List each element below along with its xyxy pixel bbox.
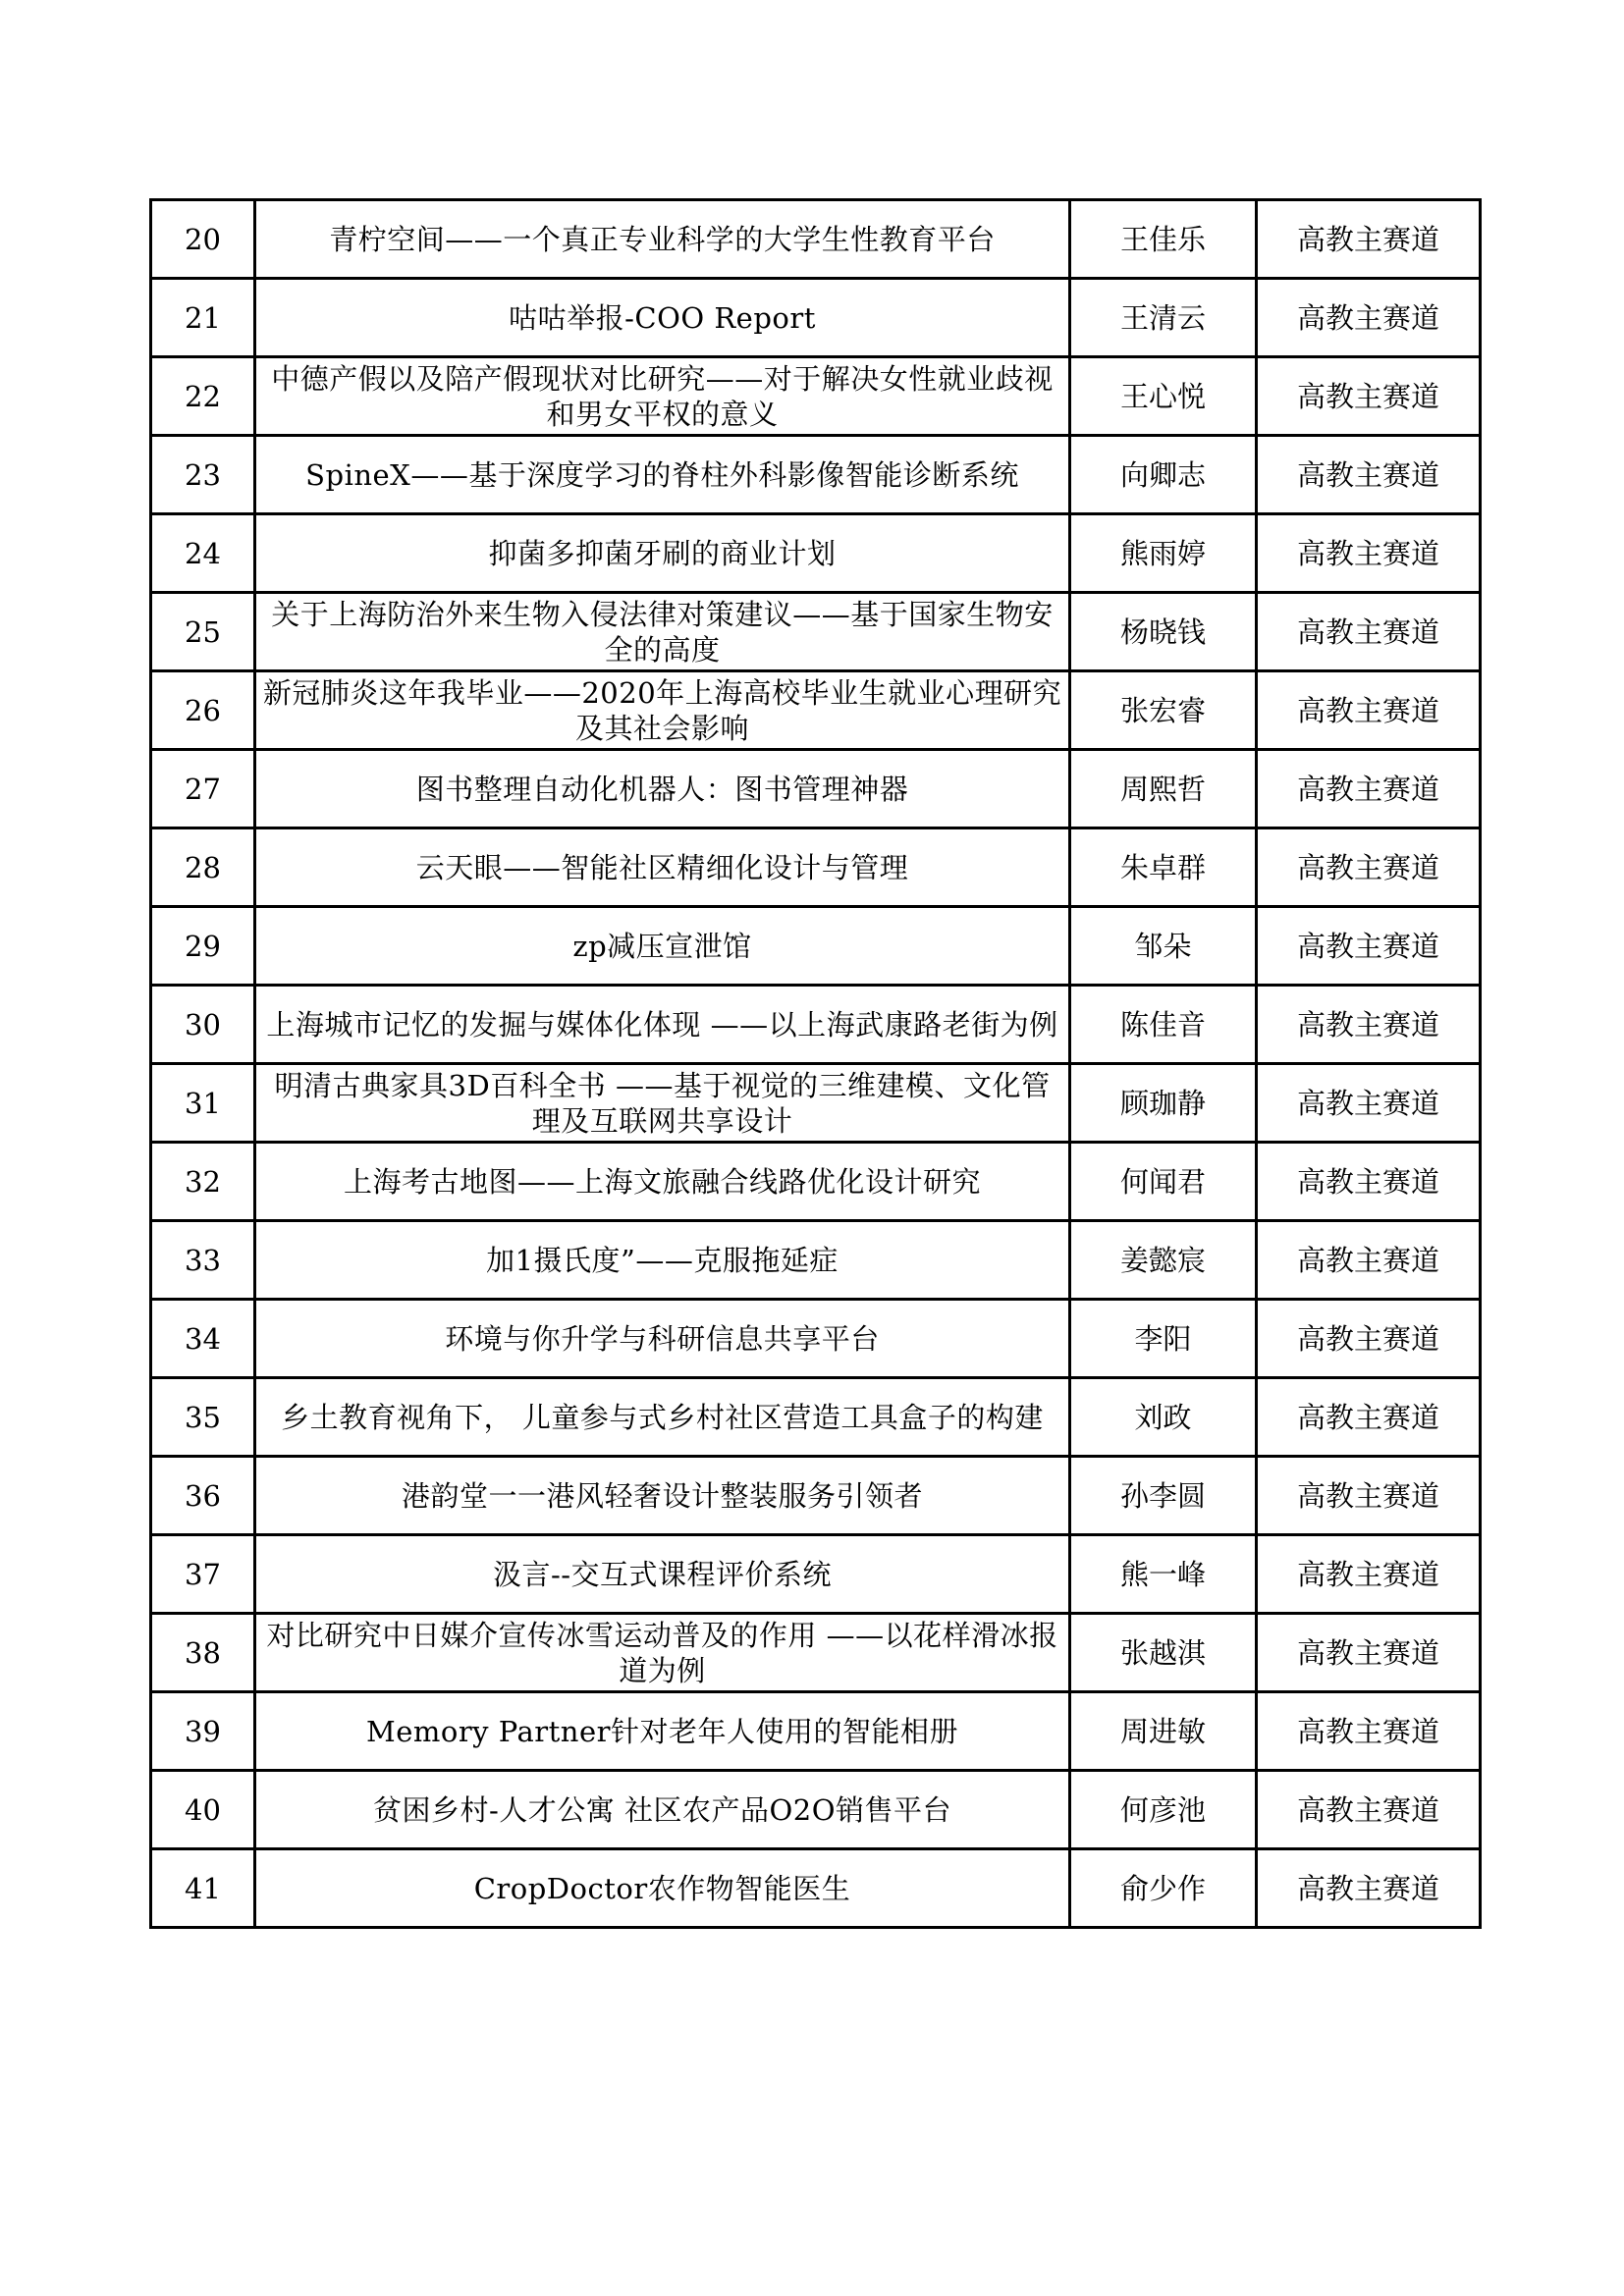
competition-track: 高教主赛道: [1257, 1064, 1481, 1143]
project-title: 乡土教育视角下， 儿童参与式乡村社区营造工具盒子的构建: [255, 1378, 1070, 1457]
project-title: Memory Partner针对老年人使用的智能相册: [255, 1692, 1070, 1771]
competition-track: 高教主赛道: [1257, 200, 1481, 279]
table-row: [151, 828, 1481, 907]
leader-name: 邹朵: [1070, 907, 1257, 986]
project-title: 咕咕举报-COO Report: [255, 279, 1070, 357]
project-title: 云天眼——智能社区精细化设计与管理: [255, 828, 1070, 907]
leader-name: 姜懿宸: [1070, 1221, 1257, 1300]
row-number: 34: [151, 1300, 255, 1378]
leader-name: 王清云: [1070, 279, 1257, 357]
leader-name: 向卿志: [1070, 436, 1257, 514]
competition-track: 高教主赛道: [1257, 750, 1481, 828]
table-row: [151, 1378, 1481, 1457]
project-title: 加1摄氏度”——克服拖延症: [255, 1221, 1070, 1300]
leader-name: 何彦池: [1070, 1771, 1257, 1849]
table-row: [151, 279, 1481, 357]
row-number: 37: [151, 1535, 255, 1614]
competition-track: 高教主赛道: [1257, 279, 1481, 357]
competition-track: 高教主赛道: [1257, 907, 1481, 986]
table-row: [151, 200, 1481, 279]
leader-name: 顾珈静: [1070, 1064, 1257, 1143]
row-number: 23: [151, 436, 255, 514]
table-row: [151, 1221, 1481, 1300]
table-row: [151, 1143, 1481, 1221]
table-row: [151, 436, 1481, 514]
row-number: 31: [151, 1064, 255, 1143]
competition-track: 高教主赛道: [1257, 436, 1481, 514]
project-title: 图书整理自动化机器人：图书管理神器: [255, 750, 1070, 828]
row-number: 29: [151, 907, 255, 986]
leader-name: 孙李圆: [1070, 1457, 1257, 1535]
project-title: 贫困乡村-人才公寓 社区农产品O2O销售平台: [255, 1771, 1070, 1849]
row-number: 24: [151, 514, 255, 593]
project-title: 上海城市记忆的发掘与媒体化体现 ——以上海武康路老街为例: [255, 986, 1070, 1064]
competition-track: 高教主赛道: [1257, 671, 1481, 750]
leader-name: 何闻君: [1070, 1143, 1257, 1221]
project-title: 对比研究中日媒介宣传冰雪运动普及的作用 ——以花样滑冰报道为例: [255, 1614, 1070, 1692]
row-number: 26: [151, 671, 255, 750]
row-number: 20: [151, 200, 255, 279]
row-number: 35: [151, 1378, 255, 1457]
competition-track: 高教主赛道: [1257, 1300, 1481, 1378]
leader-name: 刘政: [1070, 1378, 1257, 1457]
competition-track: 高教主赛道: [1257, 986, 1481, 1064]
table-row: [151, 907, 1481, 986]
leader-name: 张宏睿: [1070, 671, 1257, 750]
table-row: [151, 1849, 1481, 1928]
competition-track: 高教主赛道: [1257, 593, 1481, 671]
project-title: 中德产假以及陪产假现状对比研究——对于解决女性就业歧视和男女平权的意义: [255, 357, 1070, 436]
table-row: [151, 750, 1481, 828]
leader-name: 王心悦: [1070, 357, 1257, 436]
competition-track: 高教主赛道: [1257, 1849, 1481, 1928]
row-number: 22: [151, 357, 255, 436]
competition-track: 高教主赛道: [1257, 828, 1481, 907]
competition-track: 高教主赛道: [1257, 1692, 1481, 1771]
table-row: [151, 357, 1481, 436]
project-title: 环境与你升学与科研信息共享平台: [255, 1300, 1070, 1378]
competition-track: 高教主赛道: [1257, 514, 1481, 593]
leader-name: 熊一峰: [1070, 1535, 1257, 1614]
competition-track: 高教主赛道: [1257, 1221, 1481, 1300]
row-number: 39: [151, 1692, 255, 1771]
leader-name: 周进敏: [1070, 1692, 1257, 1771]
competition-track: 高教主赛道: [1257, 1614, 1481, 1692]
leader-name: 陈佳音: [1070, 986, 1257, 1064]
table-row: [151, 986, 1481, 1064]
row-number: 28: [151, 828, 255, 907]
leader-name: 杨晓钱: [1070, 593, 1257, 671]
project-title: zp减压宣泄馆: [255, 907, 1070, 986]
leader-name: 熊雨婷: [1070, 514, 1257, 593]
project-title: CropDoctor农作物智能医生: [255, 1849, 1070, 1928]
row-number: 21: [151, 279, 255, 357]
competition-track: 高教主赛道: [1257, 1457, 1481, 1535]
competition-track: 高教主赛道: [1257, 1771, 1481, 1849]
leader-name: 朱卓群: [1070, 828, 1257, 907]
project-title: 汲言--交互式课程评价系统: [255, 1535, 1070, 1614]
project-title: 关于上海防治外来生物入侵法律对策建议——基于国家生物安全的高度: [255, 593, 1070, 671]
row-number: 41: [151, 1849, 255, 1928]
table-row: [151, 514, 1481, 593]
competition-track: 高教主赛道: [1257, 1535, 1481, 1614]
row-number: 32: [151, 1143, 255, 1221]
table-row: [151, 671, 1481, 750]
row-number: 30: [151, 986, 255, 1064]
table-row: [151, 1692, 1481, 1771]
project-title: 新冠肺炎这年我毕业——2020年上海高校毕业生就业心理研究及其社会影响: [255, 671, 1070, 750]
leader-name: 周熙哲: [1070, 750, 1257, 828]
competition-track: 高教主赛道: [1257, 1378, 1481, 1457]
leader-name: 张越淇: [1070, 1614, 1257, 1692]
project-title: 青柠空间——一个真正专业科学的大学生性教育平台: [255, 200, 1070, 279]
leader-name: 王佳乐: [1070, 200, 1257, 279]
project-title: 港韵堂一一港风轻奢设计整装服务引领者: [255, 1457, 1070, 1535]
table-row: [151, 593, 1481, 671]
project-title: 明清古典家具3D百科全书 ——基于视觉的三维建模、文化管理及互联网共享设计: [255, 1064, 1070, 1143]
table-row: [151, 1771, 1481, 1849]
table-row: [151, 1535, 1481, 1614]
row-number: 25: [151, 593, 255, 671]
leader-name: 俞少作: [1070, 1849, 1257, 1928]
project-table: [149, 198, 1482, 1929]
row-number: 40: [151, 1771, 255, 1849]
competition-track: 高教主赛道: [1257, 357, 1481, 436]
row-number: 33: [151, 1221, 255, 1300]
project-table-body: [151, 200, 1481, 1928]
row-number: 27: [151, 750, 255, 828]
row-number: 36: [151, 1457, 255, 1535]
project-title: 抑菌多抑菌牙刷的商业计划: [255, 514, 1070, 593]
project-title: SpineX——基于深度学习的脊柱外科影像智能诊断系统: [255, 436, 1070, 514]
competition-track: 高教主赛道: [1257, 1143, 1481, 1221]
row-number: 38: [151, 1614, 255, 1692]
leader-name: 李阳: [1070, 1300, 1257, 1378]
table-row: [151, 1457, 1481, 1535]
table-row: [151, 1064, 1481, 1143]
table-row: [151, 1300, 1481, 1378]
table-row: [151, 1614, 1481, 1692]
project-title: 上海考古地图——上海文旅融合线路优化设计研究: [255, 1143, 1070, 1221]
